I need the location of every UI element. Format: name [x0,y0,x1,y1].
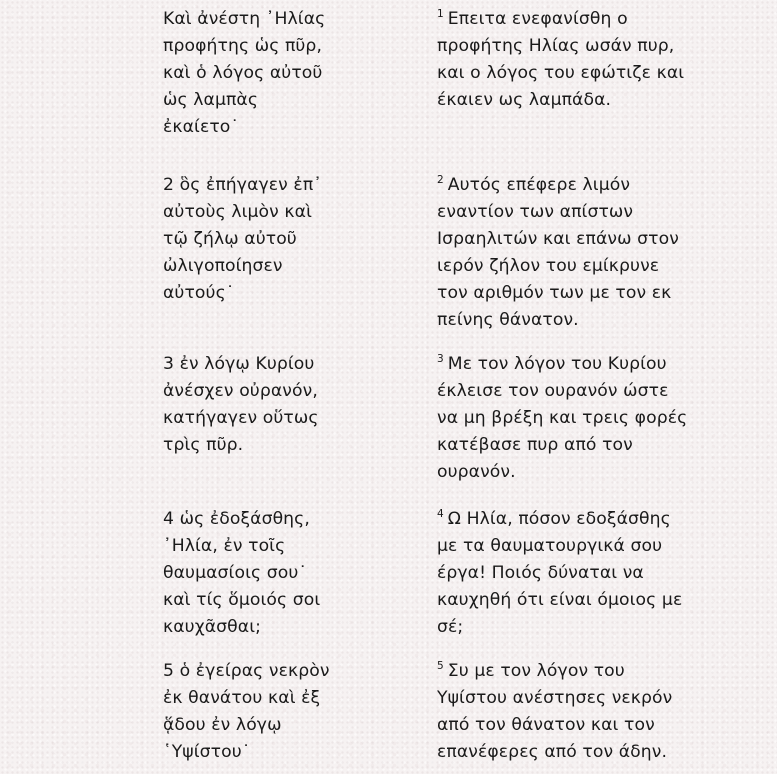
ancient-line: κατήγαγεν οὕτως [163,408,319,428]
ancient-line: ὠλιγοποίησεν [163,256,283,276]
ancient-line: ᾿Ηλία, ἐν τοῖς [163,536,286,556]
modern-line: τον αριθμόν των με τον εκ [437,283,672,303]
ancient-line: 4 ὡς ἐδοξάσθης, [163,509,310,529]
ancient-verse-1 [163,6,325,141]
ancient-line: 2 ὃς ἐπήγαγεν ἐπ᾿ [163,175,322,195]
verse-number: 2 [437,174,444,186]
modern-line: πείνης θάνατον. [437,310,579,330]
ancient-line: προφήτης ὡς πῦρ, [163,36,323,56]
modern-line: επανέφερες από τον άδην. [437,742,668,762]
ancient-line: 3 ἐν λόγῳ Κυρίου [163,354,315,374]
modern-line [437,6,684,33]
modern-line [437,658,672,685]
ancient-line: καυχᾶσθαι; [163,617,262,637]
ancient-line: Καὶ ἀνέστη ᾿Ηλίας [163,9,326,29]
modern-line [437,506,682,533]
modern-line: καυχηθή ότι είναι όμοιος με [437,590,683,610]
modern-line: σέ; [437,617,464,637]
ancient-verse-3 [163,351,319,459]
modern-line-text: Με τον λόγον του Κυρίου [447,354,667,374]
ancient-line: αὐτούς˙ [163,283,235,303]
modern-line [437,172,679,199]
verse-number: 3 [437,353,444,365]
modern-line [437,351,687,378]
modern-verse-1 [437,6,684,114]
ancient-line: ἀνέσχεν οὐρανόν, [163,381,318,401]
modern-line: και ο λόγος του εφώτιζε και [437,63,685,83]
ancient-verse-2 [163,172,322,307]
modern-line: έκαιεν ως λαμπάδα. [437,90,612,110]
modern-line-text: Ω Ηλία, πόσον εδοξάσθης [447,509,671,529]
modern-line: εναντίον των απίστων [437,202,634,222]
modern-line-text: Επειτα ενεφανίσθη ο [447,9,628,29]
ancient-line: αὐτοὺς λιμὸν καὶ [163,202,313,222]
modern-verse-3 [437,351,687,486]
modern-line: προφήτης Ηλίας ωσάν πυρ, [437,36,675,56]
ancient-line: καὶ ὁ λόγος αὐτοῦ [163,63,323,83]
ancient-line: 5 ὁ ἐγείρας νεκρὸν [163,661,330,681]
modern-line: ιερόν ζήλον του εμίκρυνε [437,256,660,276]
ancient-line: ἐκαίετο˙ [163,117,240,137]
modern-verse-2 [437,172,679,334]
ancient-line: τῷ ζήλῳ αὐτοῦ [163,229,297,249]
ancient-line: ἐκ θανάτου καὶ ἐξ [163,688,321,708]
verse-number: 5 [437,660,444,672]
ancient-verse-5 [163,658,330,766]
modern-verse-5 [437,658,672,766]
modern-line: έργα! Ποιός δύναται να [437,563,644,583]
modern-line: ουρανόν. [437,462,516,482]
modern-line: από τον θάνατον και τον [437,715,655,735]
ancient-verse-4 [163,506,320,641]
ancient-line: καὶ τίς ὅμοιός σοι [163,590,321,610]
verse-number: 1 [437,8,444,20]
modern-line-text: Συ με τον λόγον του [447,661,625,681]
ancient-line: ᾅδου ἐν λόγῳ [163,715,282,735]
modern-line: κατέβασε πυρ από τον [437,435,633,455]
modern-line-text: Αυτός επέφερε λιμόν [447,175,631,195]
ancient-line: ῾Υψίστου˙ [163,742,251,762]
modern-line: Υψίστου ανέστησες νεκρόν [437,688,673,708]
ancient-line: τρὶς πῦρ. [163,435,244,455]
ancient-line: ὡς λαμπὰς [163,90,259,110]
modern-line: έκλεισε τον ουρανόν ώστε [437,381,669,401]
modern-line: να μη βρέξη και τρεις φορές [437,408,688,428]
verse-number: 4 [437,508,444,520]
modern-line: Ισραηλιτών και επάνω στον [437,229,679,249]
modern-line: με τα θαυματουργικά σου [437,536,663,556]
ancient-line: θαυμασίοις σου˙ [163,563,308,583]
modern-verse-4 [437,506,682,641]
